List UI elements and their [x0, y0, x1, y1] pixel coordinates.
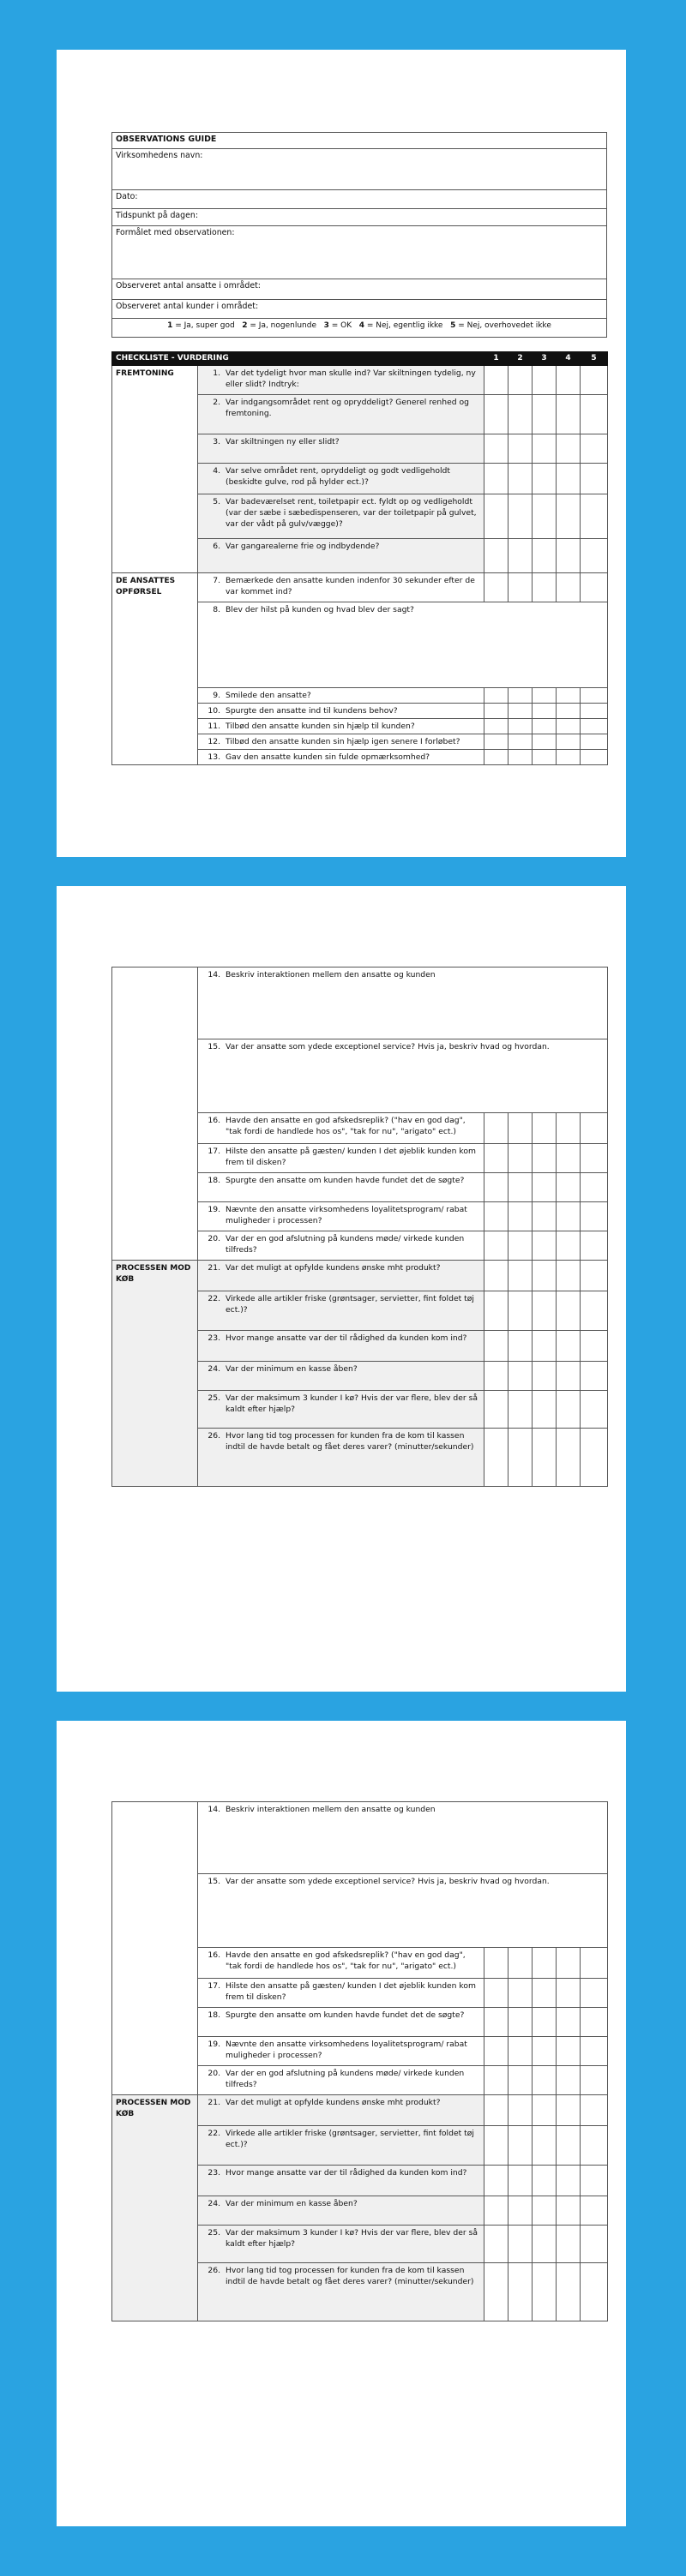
question-row: 26. Hvor lang tid tog processen for kunden fra de kom til kassen indtil de havde betalt og fået deres varer? (minutter/sekunder) [112, 2263, 608, 2321]
rating-cell[interactable] [508, 1979, 533, 2008]
rating-cell[interactable] [484, 1948, 508, 1979]
rating-cell[interactable] [581, 494, 608, 539]
rating-cell[interactable] [484, 2008, 508, 2037]
rating-cell[interactable] [557, 434, 581, 464]
category-label: FREMTONING [112, 366, 198, 573]
rating-cell[interactable] [484, 1291, 508, 1331]
rating-cell[interactable] [557, 494, 581, 539]
rating-cell[interactable] [533, 2037, 557, 2066]
rating-cell[interactable] [581, 573, 608, 602]
rating-col-2: 2 [508, 352, 533, 366]
question-row: 25. Var der maksimum 3 kunder I kø? Hvis der var flere, blev der så kaldt efter hjælp? [112, 1391, 608, 1429]
rating-cell[interactable] [557, 2008, 581, 2037]
rating-cell[interactable] [557, 1362, 581, 1391]
question-row: 14. Beskriv interaktionen mellem den ansatte og kunden [112, 967, 608, 1039]
rating-cell[interactable] [533, 494, 557, 539]
rating-cell[interactable] [484, 1202, 508, 1231]
question-row: 19. Nævnte den ansatte virksomhedens loyalitetsprogram/ rabat muligheder i processen? [112, 2037, 608, 2066]
rating-cell[interactable] [484, 366, 508, 395]
rating-cell[interactable] [533, 2263, 557, 2321]
rating-cell[interactable] [533, 2066, 557, 2095]
rating-cell[interactable] [533, 366, 557, 395]
rating-cell[interactable] [557, 539, 581, 573]
rating-cell[interactable] [508, 2066, 533, 2095]
rating-cell[interactable] [581, 2037, 608, 2066]
question-row: 20. Var der en god afslutning på kundens møde/ virkede kunden tilfreds? [112, 2066, 608, 2095]
rating-cell[interactable] [533, 1331, 557, 1362]
rating-cell[interactable] [533, 464, 557, 494]
rating-cell[interactable] [533, 1391, 557, 1429]
rating-cell[interactable] [533, 2226, 557, 2263]
question-row: 6. Var gangarealerne frie og indbydende? [112, 539, 608, 573]
rating-cell[interactable] [557, 2263, 581, 2321]
rating-cell[interactable] [533, 2196, 557, 2226]
rating-cell[interactable] [557, 2095, 581, 2126]
rating-cell[interactable] [484, 2196, 508, 2226]
rating-cell[interactable] [484, 539, 508, 573]
question-row: 17. Hilste den ansatte på gæsten/ kunden I det øjeblik kunden kom frem til disken? [112, 1979, 608, 2008]
rating-cell[interactable] [484, 688, 508, 704]
rating-col-1: 1 [484, 352, 508, 366]
question-row: FREMTONING 1. Var det tydeligt hvor man skulle ind? Var skiltningen tydelig, ny eller slidt? Indtryk: [112, 366, 608, 395]
question-row: 24. Var der minimum en kasse åben? [112, 1362, 608, 1391]
rating-cell[interactable] [484, 1231, 508, 1261]
rating-cell[interactable] [581, 2095, 608, 2126]
rating-cell[interactable] [581, 2066, 608, 2095]
question-row: 10. Spurgte den ansatte ind til kundens behov? [112, 704, 608, 719]
rating-cell[interactable] [557, 2037, 581, 2066]
rating-cell[interactable] [484, 1979, 508, 2008]
rating-cell[interactable] [581, 1362, 608, 1391]
rating-cell[interactable] [533, 2126, 557, 2166]
question-row: 13. Gav den ansatte kunden sin fulde opmærksomhed? [112, 750, 608, 765]
rating-cell[interactable] [484, 1362, 508, 1391]
rating-cell[interactable] [484, 2226, 508, 2263]
rating-cell[interactable] [557, 1113, 581, 1144]
category-label: PROCESSEN MOD KØB [112, 1261, 198, 1487]
question-row: 11. Tilbød den ansatte kunden sin hjælp til kunden? [112, 719, 608, 734]
rating-cell[interactable] [508, 1948, 533, 1979]
rating-cell[interactable] [557, 2196, 581, 2226]
rating-cell[interactable] [557, 464, 581, 494]
rating-cell[interactable] [581, 719, 608, 734]
rating-scale-legend: 1 = Ja, super god 2 = Ja, nogenlunde 3 = OK 4 = Nej, egentlig ikke 5 = Nej, overhovedet ikke [111, 319, 607, 338]
rating-cell[interactable] [533, 734, 557, 750]
rating-cell[interactable] [557, 1429, 581, 1487]
rating-cell[interactable] [484, 1331, 508, 1362]
rating-cell[interactable] [484, 395, 508, 434]
rating-cell[interactable] [533, 1291, 557, 1331]
rating-cell[interactable] [508, 1113, 533, 1144]
rating-cell[interactable] [508, 2126, 533, 2166]
rating-cell[interactable] [508, 2037, 533, 2066]
rating-cell[interactable] [533, 1144, 557, 1173]
time-of-day-field[interactable]: Tidspunkt på dagen: [111, 209, 607, 226]
rating-cell[interactable] [581, 434, 608, 464]
rating-cell[interactable] [557, 1391, 581, 1429]
checklist-table [111, 1801, 608, 2321]
rating-col-3: 3 [533, 352, 557, 366]
category-label: PROCESSEN MOD KØB [112, 2095, 198, 2321]
rating-cell[interactable] [508, 2196, 533, 2226]
rating-cell[interactable] [484, 1113, 508, 1144]
rating-cell[interactable] [533, 1979, 557, 2008]
question-row: 17. Hilste den ansatte på gæsten/ kunden I det øjeblik kunden kom frem til disken? [112, 1144, 608, 1173]
rating-cell[interactable] [508, 573, 533, 602]
rating-cell[interactable] [484, 734, 508, 750]
question-row: 23. Hvor mange ansatte var der til rådighed da kunden kom ind? [112, 2166, 608, 2196]
rating-cell[interactable] [533, 1202, 557, 1231]
rating-cell[interactable] [508, 1391, 533, 1429]
rating-cell[interactable] [533, 1429, 557, 1487]
rating-cell[interactable] [557, 395, 581, 434]
rating-cell[interactable] [581, 1231, 608, 1261]
question-row: 19. Nævnte den ansatte virksomhedens loyalitetsprogram/ rabat muligheder i processen? [112, 1202, 608, 1231]
rating-cell[interactable] [508, 2226, 533, 2263]
rating-cell[interactable] [484, 2066, 508, 2095]
category-label [112, 1802, 198, 2095]
rating-cell[interactable] [508, 464, 533, 494]
rating-cell[interactable] [484, 464, 508, 494]
rating-cell[interactable] [557, 2166, 581, 2196]
question-row: 16. Havde den ansatte en god afskedsreplik? ("hav en god dag", "tak fordi de handlede hos os", "tak for nu", "arigato" ect.) [112, 1113, 608, 1144]
purpose-field[interactable]: Formålet med observationen: [111, 226, 607, 279]
rating-col-4: 4 [557, 352, 581, 366]
rating-cell[interactable] [557, 688, 581, 704]
rating-cell[interactable] [581, 2008, 608, 2037]
rating-cell[interactable] [484, 1429, 508, 1487]
rating-cell[interactable] [508, 2095, 533, 2126]
rating-cell[interactable] [581, 1391, 608, 1429]
rating-cell[interactable] [533, 704, 557, 719]
rating-cell[interactable] [581, 366, 608, 395]
rating-cell[interactable] [484, 719, 508, 734]
rating-cell[interactable] [484, 750, 508, 765]
rating-cell[interactable] [508, 1173, 533, 1202]
rating-cell[interactable] [533, 2166, 557, 2196]
rating-cell[interactable] [581, 1429, 608, 1487]
rating-cell[interactable] [508, 719, 533, 734]
rating-cell[interactable] [557, 1331, 581, 1362]
rating-cell[interactable] [484, 1144, 508, 1173]
question-row: 5. Var badeværelset rent, toiletpapir ect. fyldt op og vedligeholdt (var der sæbe i sæbedispenseren, var der toiletpapir på gulvet, var der vådt på gulv/vægge)? [112, 494, 608, 539]
page-1 [57, 50, 626, 857]
question-row: 25. Var der maksimum 3 kunder I kø? Hvis der var flere, blev der så kaldt efter hjælp? [112, 2226, 608, 2263]
rating-cell[interactable] [557, 2066, 581, 2095]
customers-count-field[interactable]: Observeret antal kunder i området: [111, 300, 607, 319]
rating-cell[interactable] [484, 704, 508, 719]
rating-cell[interactable] [533, 573, 557, 602]
rating-cell[interactable] [508, 1202, 533, 1231]
rating-cell[interactable] [533, 434, 557, 464]
rating-cell[interactable] [581, 688, 608, 704]
rating-cell[interactable] [557, 1948, 581, 1979]
employees-count-field[interactable]: Observeret antal ansatte i området: [111, 279, 607, 300]
question-row: PROCESSEN MOD KØB 21. Var det muligt at opfylde kundens ønske mht produkt? [112, 1261, 608, 1291]
rating-cell[interactable] [581, 734, 608, 750]
rating-cell[interactable] [581, 2166, 608, 2196]
rating-cell[interactable] [508, 734, 533, 750]
rating-cell[interactable] [533, 688, 557, 704]
question-row: 14. Beskriv interaktionen mellem den ansatte og kunden [112, 1802, 608, 1874]
page-2 [57, 886, 626, 1692]
rating-cell[interactable] [508, 494, 533, 539]
question-row: 2. Var indgangsområdet rent og opryddeligt? Generel renhed og fremtoning. [112, 395, 608, 434]
page-3 [57, 1721, 626, 2526]
rating-cell[interactable] [533, 1231, 557, 1261]
question-row: 9. Smilede den ansatte? [112, 688, 608, 704]
rating-cell[interactable] [508, 2263, 533, 2321]
rating-cell[interactable] [557, 750, 581, 765]
rating-cell[interactable] [508, 366, 533, 395]
checklist-table [111, 967, 608, 1487]
rating-cell[interactable] [484, 1261, 508, 1291]
rating-cell[interactable] [581, 1948, 608, 1979]
rating-cell[interactable] [581, 1261, 608, 1291]
rating-cell[interactable] [557, 2226, 581, 2263]
rating-cell[interactable] [581, 1291, 608, 1331]
checklist-header-label: CHECKLISTE - VURDERING [112, 352, 484, 366]
rating-cell[interactable] [581, 539, 608, 573]
question-row: 16. Havde den ansatte en god afskedsreplik? ("hav en god dag", "tak fordi de handlede hos os", "tak for nu", "arigato" ect.) [112, 1948, 608, 1979]
rating-cell[interactable] [533, 1362, 557, 1391]
question-row: 12. Tilbød den ansatte kunden sin hjælp igen senere I forløbet? [112, 734, 608, 750]
rating-cell[interactable] [484, 1173, 508, 1202]
rating-col-5: 5 [581, 352, 608, 366]
rating-cell[interactable] [557, 1173, 581, 1202]
question-row: 15. Var der ansatte som ydede exceptionel service? Hvis ja, beskriv hvad og hvordan. [112, 1874, 608, 1948]
guide-title: OBSERVATIONS GUIDE [111, 132, 607, 149]
rating-cell[interactable] [557, 734, 581, 750]
rating-cell[interactable] [557, 1202, 581, 1231]
question-row: 22. Virkede alle artikler friske (grøntsager, servietter, fint foldet tøj ect.)? [112, 1291, 608, 1331]
rating-cell[interactable] [508, 1144, 533, 1173]
rating-cell[interactable] [484, 2095, 508, 2126]
rating-cell[interactable] [508, 1291, 533, 1331]
checklist-table [111, 351, 608, 765]
rating-cell[interactable] [508, 704, 533, 719]
rating-cell[interactable] [581, 750, 608, 765]
rating-cell[interactable] [533, 719, 557, 734]
rating-cell[interactable] [581, 1331, 608, 1362]
rating-cell[interactable] [508, 2166, 533, 2196]
rating-cell[interactable] [484, 2263, 508, 2321]
question-row: 8. Blev der hilst på kunden og hvad blev der sagt? [112, 602, 608, 688]
rating-cell[interactable] [533, 1261, 557, 1291]
rating-cell[interactable] [581, 1144, 608, 1173]
category-label: DE ANSATTES OPFØRSEL [112, 573, 198, 765]
rating-cell[interactable] [557, 719, 581, 734]
rating-cell[interactable] [557, 1979, 581, 2008]
question-row: DE ANSATTES OPFØRSEL 7. Bemærkede den ansatte kunden indenfor 30 sekunder efter de var kommet ind? [112, 573, 608, 602]
rating-cell[interactable] [581, 395, 608, 434]
company-name-field[interactable]: Virksomhedens navn: [111, 149, 607, 190]
rating-cell[interactable] [484, 2166, 508, 2196]
rating-cell[interactable] [581, 2126, 608, 2166]
rating-cell[interactable] [533, 750, 557, 765]
rating-cell[interactable] [557, 366, 581, 395]
rating-cell[interactable] [508, 395, 533, 434]
rating-cell[interactable] [508, 1261, 533, 1291]
rating-cell[interactable] [557, 1261, 581, 1291]
rating-cell[interactable] [581, 2196, 608, 2226]
rating-cell[interactable] [508, 688, 533, 704]
rating-cell[interactable] [533, 2008, 557, 2037]
question-row: 24. Var der minimum en kasse åben? [112, 2196, 608, 2226]
rating-cell[interactable] [533, 539, 557, 573]
rating-cell[interactable] [581, 1113, 608, 1144]
rating-cell[interactable] [557, 1231, 581, 1261]
rating-cell[interactable] [533, 1948, 557, 1979]
rating-cell[interactable] [581, 1173, 608, 1202]
question-row: 23. Hvor mange ansatte var der til rådighed da kunden kom ind? [112, 1331, 608, 1362]
question-row: 22. Virkede alle artikler friske (grøntsager, servietter, fint foldet tøj ect.)? [112, 2126, 608, 2166]
rating-cell[interactable] [581, 1202, 608, 1231]
category-label [112, 967, 198, 1261]
rating-cell[interactable] [484, 1391, 508, 1429]
rating-cell[interactable] [508, 1429, 533, 1487]
rating-cell[interactable] [581, 704, 608, 719]
rating-cell[interactable] [557, 1291, 581, 1331]
rating-cell[interactable] [533, 1113, 557, 1144]
rating-cell[interactable] [484, 2037, 508, 2066]
rating-cell[interactable] [484, 494, 508, 539]
rating-cell[interactable] [484, 2126, 508, 2166]
question-row: 20. Var der en god afslutning på kundens møde/ virkede kunden tilfreds? [112, 1231, 608, 1261]
rating-cell[interactable] [508, 539, 533, 573]
rating-cell[interactable] [557, 1144, 581, 1173]
rating-cell[interactable] [533, 1173, 557, 1202]
rating-cell[interactable] [581, 464, 608, 494]
question-row: 26. Hvor lang tid tog processen for kunden fra de kom til kassen indtil de havde betalt og fået deres varer? (minutter/sekunder) [112, 1429, 608, 1487]
rating-cell[interactable] [557, 704, 581, 719]
guide-header [111, 132, 607, 338]
question-row: 15. Var der ansatte som ydede exceptionel service? Hvis ja, beskriv hvad og hvordan. [112, 1039, 608, 1113]
rating-cell[interactable] [508, 2008, 533, 2037]
date-field[interactable]: Dato: [111, 190, 607, 209]
rating-cell[interactable] [508, 1362, 533, 1391]
rating-cell[interactable] [484, 434, 508, 464]
rating-cell[interactable] [508, 434, 533, 464]
question-row: 18. Spurgte den ansatte om kunden havde fundet det de søgte? [112, 1173, 608, 1202]
question-row: 18. Spurgte den ansatte om kunden havde fundet det de søgte? [112, 2008, 608, 2037]
rating-cell[interactable] [557, 573, 581, 602]
question-row: 3. Var skiltningen ny eller slidt? [112, 434, 608, 464]
rating-cell[interactable] [581, 2263, 608, 2321]
rating-cell[interactable] [508, 1331, 533, 1362]
rating-cell[interactable] [533, 2095, 557, 2126]
rating-cell[interactable] [508, 750, 533, 765]
question-row: 4. Var selve området rent, opryddeligt og godt vedligeholdt (beskidte gulve, rod på hylder ect.)? [112, 464, 608, 494]
checklist-header-row [112, 352, 608, 366]
rating-cell[interactable] [484, 573, 508, 602]
question-row: PROCESSEN MOD KØB 21. Var det muligt at opfylde kundens ønske mht produkt? [112, 2095, 608, 2126]
rating-cell[interactable] [533, 395, 557, 434]
rating-cell[interactable] [557, 2126, 581, 2166]
rating-cell[interactable] [581, 1979, 608, 2008]
rating-cell[interactable] [508, 1231, 533, 1261]
rating-cell[interactable] [581, 2226, 608, 2263]
